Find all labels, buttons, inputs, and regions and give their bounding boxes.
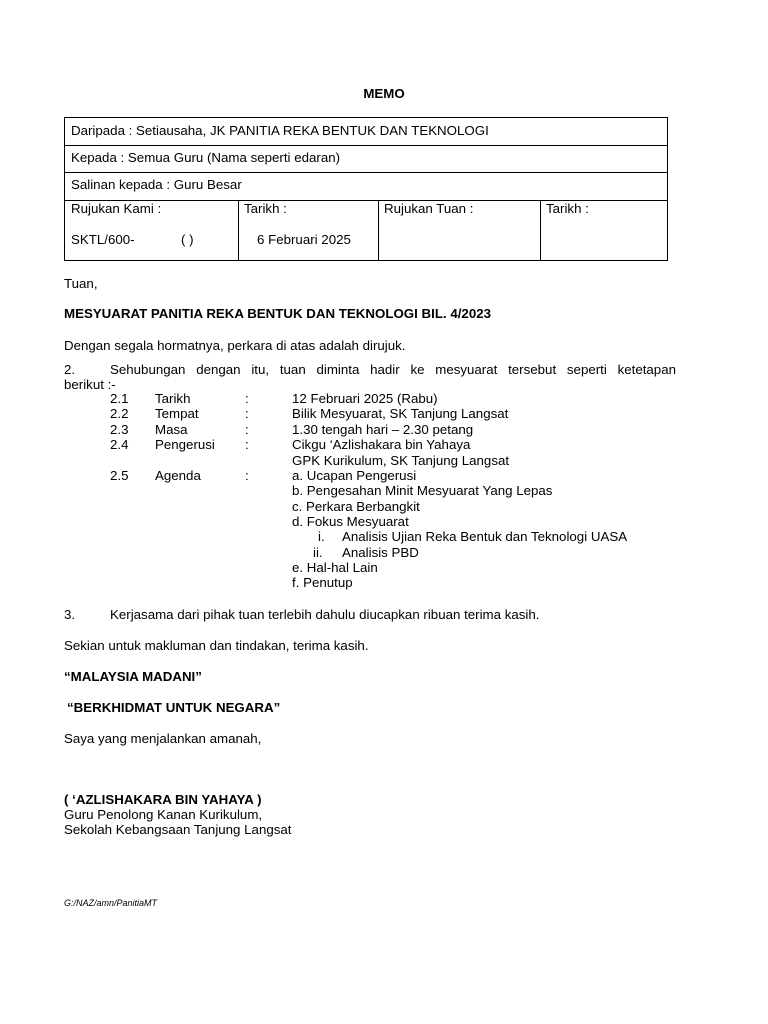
rujukan-kami-value: SKTL/600- bbox=[71, 232, 135, 247]
agenda-subitem-text: Analisis PBD bbox=[342, 544, 419, 560]
subject-heading: MESYUARAT PANITIA REKA BENTUK DAN TEKNOLOGI BIL. 4/2023 bbox=[64, 306, 492, 321]
agenda-item: e. Hal-hal Lain bbox=[292, 559, 378, 575]
signatory-school: Sekolah Kebangsaan Tanjung Langsat bbox=[64, 822, 292, 837]
para3-number: 3. bbox=[64, 607, 76, 622]
agenda-item: d. Fokus Mesyuarat bbox=[292, 513, 409, 529]
agenda-item: b. Pengesahan Minit Mesyuarat Yang Lepas bbox=[292, 483, 553, 499]
row-kepada bbox=[65, 145, 667, 173]
salinan-text: Salinan kepada : Guru Besar bbox=[71, 177, 242, 192]
paragraph-3: Kerjasama dari pihak tuan terlebih dahulu diucapkan ribuan terima kasih. bbox=[110, 607, 540, 622]
divider-3 bbox=[540, 200, 541, 260]
detail-value: 12 Februari 2025 (Rabu) bbox=[292, 391, 438, 406]
salutation: Tuan, bbox=[64, 276, 98, 291]
detail-colon: : bbox=[245, 422, 249, 437]
detail-colon: : bbox=[245, 391, 249, 406]
paragraph-1: Dengan segala hormatnya, perkara di atas adalah dirujuk. bbox=[64, 338, 406, 353]
agenda-subitem-text: Analisis Ujian Reka Bentuk dan Teknologi UASA bbox=[342, 529, 628, 545]
amanah-text: Saya yang menjalankan amanah, bbox=[64, 731, 262, 746]
signatory-title: Guru Penolong Kanan Kurikulum, bbox=[64, 807, 263, 822]
detail-value: Bilik Mesyuarat, SK Tanjung Langsat bbox=[292, 406, 509, 421]
detail-colon: : bbox=[245, 406, 249, 421]
detail-number: 2.2 bbox=[110, 406, 129, 421]
detail-label: Pengerusi bbox=[155, 437, 215, 452]
detail-number: 2.4 bbox=[110, 437, 129, 452]
closing-text: Sekian untuk makluman dan tindakan, terima kasih. bbox=[64, 638, 369, 653]
agenda-subitem-number: ii. bbox=[313, 544, 323, 560]
detail-label: Masa bbox=[155, 422, 188, 437]
header-table bbox=[64, 117, 668, 261]
detail-number: 2.1 bbox=[110, 391, 129, 406]
slogan-malaysia-madani: “MALAYSIA MADANI” bbox=[64, 669, 202, 684]
pengerusi-line-2: GPK Kurikulum, SK Tanjung Langsat bbox=[292, 453, 510, 468]
slogan-berkhidmat: “BERKHIDMAT UNTUK NEGARA” bbox=[67, 700, 281, 715]
rujukan-tuan-label: Rujukan Tuan : bbox=[384, 201, 474, 216]
detail-label: Tempat bbox=[155, 406, 199, 421]
row-daripada bbox=[65, 118, 667, 146]
agenda-colon: : bbox=[245, 468, 249, 483]
paragraph-2: Sehubungan dengan itu, tuan diminta hadir ke mesyuarat tersebut seperti ketetapan bbox=[110, 362, 676, 377]
daripada-text: Daripada : Setiausaha, JK PANITIA REKA BENTUK DAN TEKNOLOGI bbox=[71, 123, 489, 138]
memo-title: MEMO bbox=[363, 86, 405, 101]
tarikh2-label: Tarikh : bbox=[546, 201, 589, 216]
tarikh-label: Tarikh : bbox=[244, 201, 287, 216]
divider-2 bbox=[378, 200, 379, 260]
para2-number: 2. bbox=[64, 362, 76, 377]
rujukan-kami-label: Rujukan Kami : bbox=[71, 201, 162, 216]
agenda-number: 2.5 bbox=[110, 468, 129, 483]
agenda-item: c. Perkara Berbangkit bbox=[292, 498, 420, 514]
kepada-text: Kepada : Semua Guru (Nama seperti edaran) bbox=[71, 150, 341, 165]
divider-1 bbox=[238, 200, 239, 260]
signatory-name: ( ‘AZLISHAKARA BIN YAHAYA ) bbox=[64, 792, 262, 807]
rujukan-kami-bracket: ( ) bbox=[181, 232, 194, 247]
detail-label: Tarikh bbox=[155, 391, 191, 406]
row-salinan bbox=[65, 172, 667, 201]
detail-value: 1.30 tengah hari – 2.30 petang bbox=[292, 422, 474, 437]
agenda-subitem-number: i. bbox=[318, 529, 325, 545]
detail-value: Cikgu ‘Azlishakara bin Yahaya bbox=[292, 437, 471, 452]
detail-colon: : bbox=[245, 437, 249, 452]
paragraph-2-continued: berikut :- bbox=[64, 377, 116, 392]
agenda-label: Agenda bbox=[155, 468, 201, 483]
detail-number: 2.3 bbox=[110, 422, 129, 437]
file-reference: G:/NAZ/amn/PanitiaMT bbox=[64, 898, 158, 908]
agenda-item: a. Ucapan Pengerusi bbox=[292, 468, 417, 483]
tarikh-value: 6 Februari 2025 bbox=[257, 232, 351, 247]
agenda-item: f. Penutup bbox=[292, 575, 353, 591]
